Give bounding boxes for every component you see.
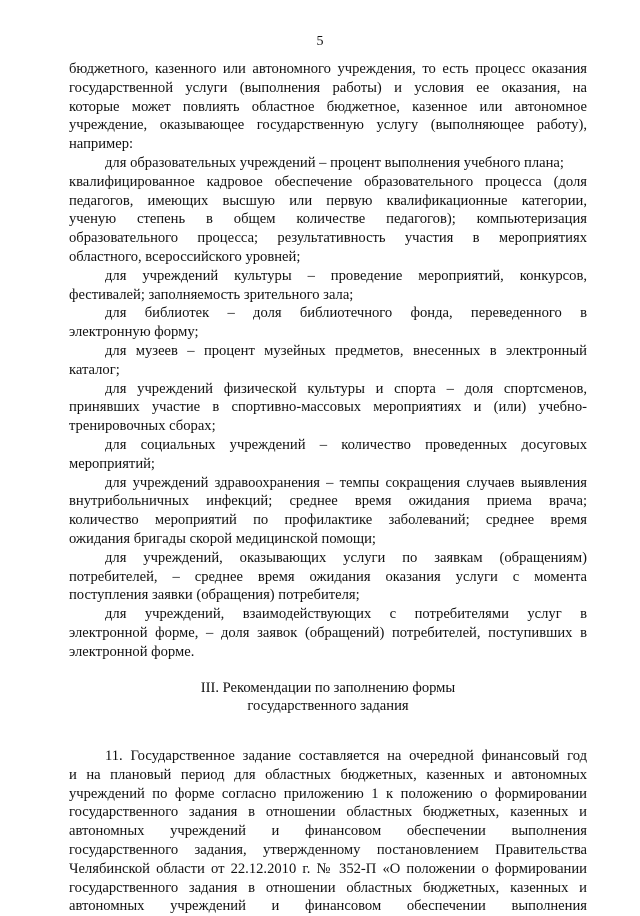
text-line: для учреждений, взаимодействующих с потребителями услуг в [105, 606, 587, 623]
text-line: для библиотек – доля библиотечного фонда, переведенного в [105, 305, 587, 322]
text-line: количество мероприятий по профилактике заболеваний; среднее время [69, 512, 587, 529]
text-line: например: [69, 136, 134, 153]
text-line: тренировочных сборах; [69, 418, 216, 435]
text-line: для учреждений, оказывающих услуги по заявкам (обращениям) [105, 549, 587, 566]
text-line: государственной услуги (выполнения работы) и условия ее оказания, на [69, 79, 587, 96]
text-line: электронную форму; [69, 324, 199, 341]
text-line: электронной форме. [69, 643, 195, 660]
text-line: поступления заявки (обращения) потребителя; [69, 587, 360, 604]
paragraph-11 [69, 747, 587, 916]
text-line: которые может повлиять областное бюджетное, казенное или автономное [69, 98, 587, 115]
section-heading-line-2: государственного задания [247, 698, 409, 715]
text-line: электронной форме, – доля заявок (обращений) потребителей, поступивших в [69, 624, 587, 641]
list-of-indicators [69, 60, 587, 662]
text-line: ожидания бригады скорой медицинской помощи; [69, 530, 376, 547]
text-line: для учреждений физической культуры и спорта – доля спортсменов, [105, 380, 587, 397]
text-line: педагогов, имеющих высшую или первую квалификационные категории, [69, 192, 587, 209]
text-line: для социальных учреждений – количество проведенных досуговых [105, 436, 587, 453]
text-line: принявших участие в спортивно-массовых мероприятиях и (или) учебно- [69, 399, 587, 416]
text-line: 11. Государственное задание составляется на очередной финансовый год [105, 748, 587, 765]
text-line: каталог; [69, 361, 120, 378]
text-line: Челябинской области от 22.12.2010 г. № 352-П «О положении о формировании [69, 860, 587, 877]
text-line: государственного задания в отношении областных бюджетных, казенных и [69, 804, 587, 821]
text-line: для образовательных учреждений – процент выполнения учебного плана; [105, 154, 564, 171]
text-line: ученую степень в общем количестве педагогов); компьютеризация [69, 211, 587, 228]
text-line: образовательного процесса; результативность участия в мероприятиях [69, 230, 587, 247]
text-line: учреждение, оказывающее государственную услугу (выполняющее работу), [69, 117, 587, 134]
text-line: государственного задания, утвержденному постановлением Правительства [69, 842, 587, 859]
text-line: фестивалей; заполняемость зрительного зала; [69, 286, 354, 303]
section-heading-line-1: III. Рекомендации по заполнению формы [200, 679, 456, 696]
text-line: для учреждений здравоохранения – темпы сокращения случаев выявления [105, 474, 587, 491]
text-line: для учреждений культуры – проведение мероприятий, конкурсов, [105, 267, 587, 284]
text-line: мероприятий; [69, 455, 155, 472]
text-line: для музеев – процент музейных предметов, внесенных в электронный [105, 342, 587, 359]
text-line: учреждений по форме согласно приложению 1 к положению о формировании [69, 785, 587, 802]
text-line: автономных учреждений и финансовом обеспечении выполнения [69, 823, 587, 840]
text-line: потребителей, – среднее время ожидания оказания услуги с момента [69, 568, 587, 585]
page-number: 5 [316, 34, 324, 49]
text-line: областного, всероссийского уровней; [69, 248, 301, 265]
text-line: государственного задания в отношении областных бюджетных, казенных и [69, 879, 587, 896]
text-line: и на плановый период для областных бюджетных, казенных и автономных [69, 766, 587, 783]
section-heading [69, 679, 587, 717]
document-body [69, 60, 587, 916]
text-line: автономных учреждений и финансовом обеспечении выполнения [69, 898, 587, 915]
text-line: внутрибольничных инфекций; среднее время ожидания приема врача; [69, 493, 587, 510]
text-line: квалифицированное кадровое обеспечение образовательного процесса (доля [69, 173, 587, 190]
text-line: бюджетного, казенного или автономного учреждения, то есть процесс оказания [69, 61, 587, 77]
